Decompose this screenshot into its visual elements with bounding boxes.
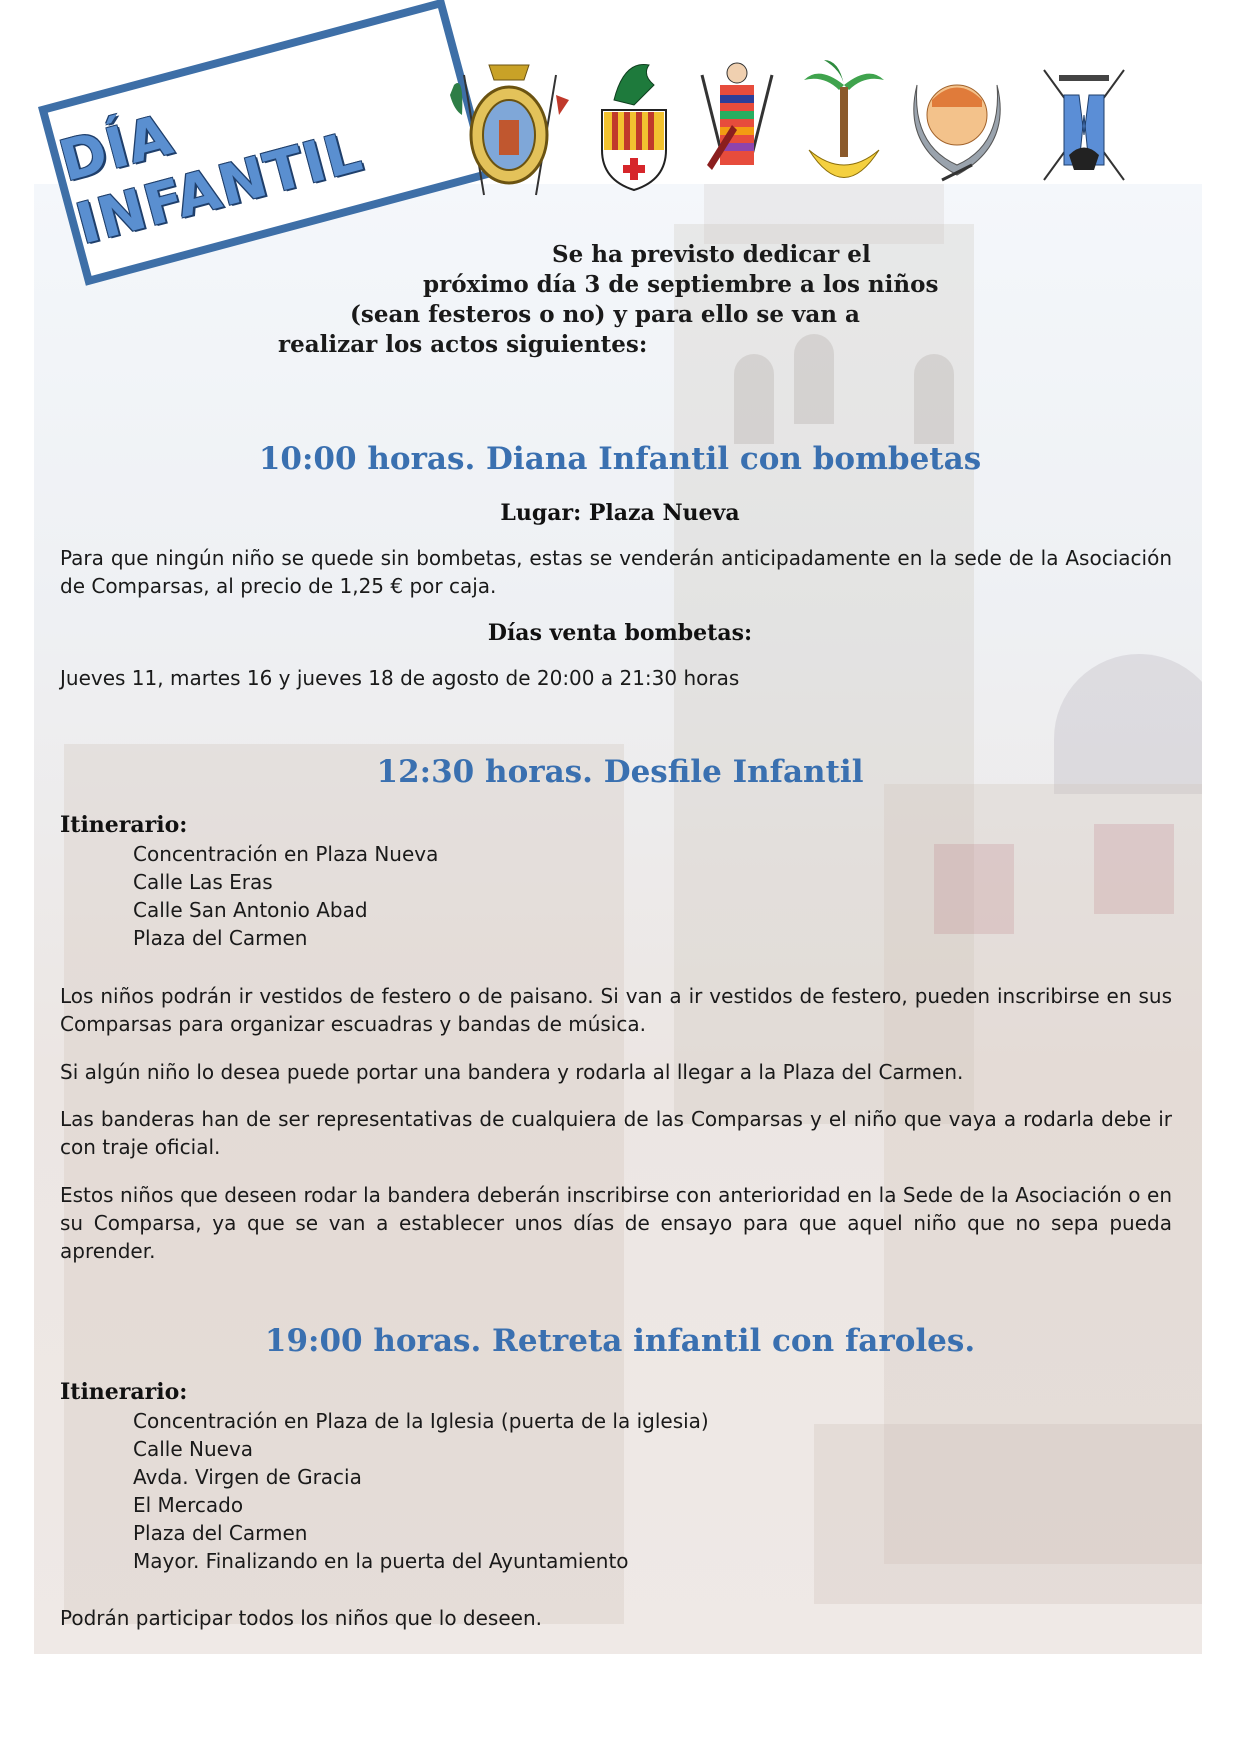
palm-crescent-icon bbox=[799, 55, 889, 195]
desfile-itinerary-list bbox=[133, 840, 438, 952]
sale-days-heading: Días venta bombetas: bbox=[487, 620, 753, 646]
list-item: El Mercado bbox=[133, 1493, 244, 1517]
event-diana-text: Para que ningún niño se quede sin bombetas, estas se venderán anticipadamente en la sede de la Asociación de Comparsas, al precio de 1,25 € por caja. bbox=[60, 546, 1172, 598]
intro-line: próximo día 3 de septiembre a los niños bbox=[423, 271, 939, 298]
fountain bbox=[814, 1424, 1202, 1604]
intro-text bbox=[260, 240, 1180, 360]
sale-days-text: Jueves 11, martes 16 y jueves 18 de agosto de 20:00 a 21:30 horas bbox=[60, 666, 740, 690]
tower-window bbox=[914, 354, 954, 444]
comparsas-emblems bbox=[444, 55, 1164, 205]
intro-line: (sean festeros o no) y para ello se van a bbox=[350, 301, 860, 328]
event-diana-title: 10:00 horas. Diana Infantil con bombetas bbox=[258, 441, 982, 477]
retreta-itinerary-list bbox=[133, 1407, 709, 1575]
list-item: Plaza del Carmen bbox=[133, 926, 308, 950]
desfile-paragraph: Los niños podrán ir vestidos de festero o de paisano. Si van a ir vestidos de festero, pueden inscribirse en sus Comparsas para organizar escuadras y bandas de música. bbox=[60, 984, 1172, 1036]
intro-line: realizar los actos siguientes: bbox=[278, 331, 648, 358]
event-diana-place: Lugar: Plaza Nueva bbox=[500, 500, 740, 526]
list-item: Concentración en Plaza de la Iglesia (puerta de la iglesia) bbox=[133, 1409, 709, 1433]
tower-window bbox=[734, 354, 774, 444]
list-item: Concentración en Plaza Nueva bbox=[133, 842, 439, 866]
list-item: Avda. Virgen de Gracia bbox=[133, 1465, 362, 1489]
closing-text: Podrán participar todos los niños que lo deseen. bbox=[60, 1606, 542, 1630]
list-item: Calle Nueva bbox=[133, 1437, 254, 1461]
list-item: Calle Las Eras bbox=[133, 870, 273, 894]
crossed-spears-emblem-icon bbox=[1034, 55, 1134, 195]
list-item: Plaza del Carmen bbox=[133, 1521, 308, 1545]
moor-head-crescent-icon bbox=[902, 55, 1012, 195]
event-desfile-title: 12:30 horas. Desfile Infantil bbox=[376, 754, 864, 790]
intro-line: Se ha previsto dedicar el bbox=[552, 241, 871, 268]
asociacion-comparsas-shield-icon bbox=[444, 55, 574, 205]
event-retreta-title: 19:00 horas. Retreta infantil con faroles. bbox=[264, 1323, 976, 1359]
list-item: Calle San Antonio Abad bbox=[133, 898, 368, 922]
stamp-text: DÍA INFANTIL bbox=[52, 102, 369, 258]
itinerary-label: Itinerario: bbox=[60, 812, 188, 838]
list-item: Mayor. Finalizando en la puerta del Ayuntamiento bbox=[133, 1549, 629, 1573]
balcony-banner bbox=[934, 844, 1014, 934]
desfile-paragraph: Estos niños que deseen rodar la bandera deberán inscribirse con anterioridad en la Sede de la Asociación o en su Comparsa, ya que se van a establecer unos días de ensayo para que aquel niño que no sepa pueda aprender. bbox=[60, 1183, 1172, 1263]
balcony-banner bbox=[1094, 824, 1174, 914]
desfile-paragraph: Si algún niño lo desea puede portar una bandera y rodarla al llegar a la Plaza del Carmen. bbox=[60, 1060, 964, 1084]
desfile-paragraph: Las banderas han de ser representativas de cualquiera de las Comparsas y el niño que vaya a rodarla debe ir con traje oficial. bbox=[60, 1107, 1172, 1159]
itinerary-label: Itinerario: bbox=[60, 1379, 188, 1405]
striped-warrior-icon bbox=[692, 55, 782, 195]
dragon-shield-icon bbox=[594, 55, 674, 195]
